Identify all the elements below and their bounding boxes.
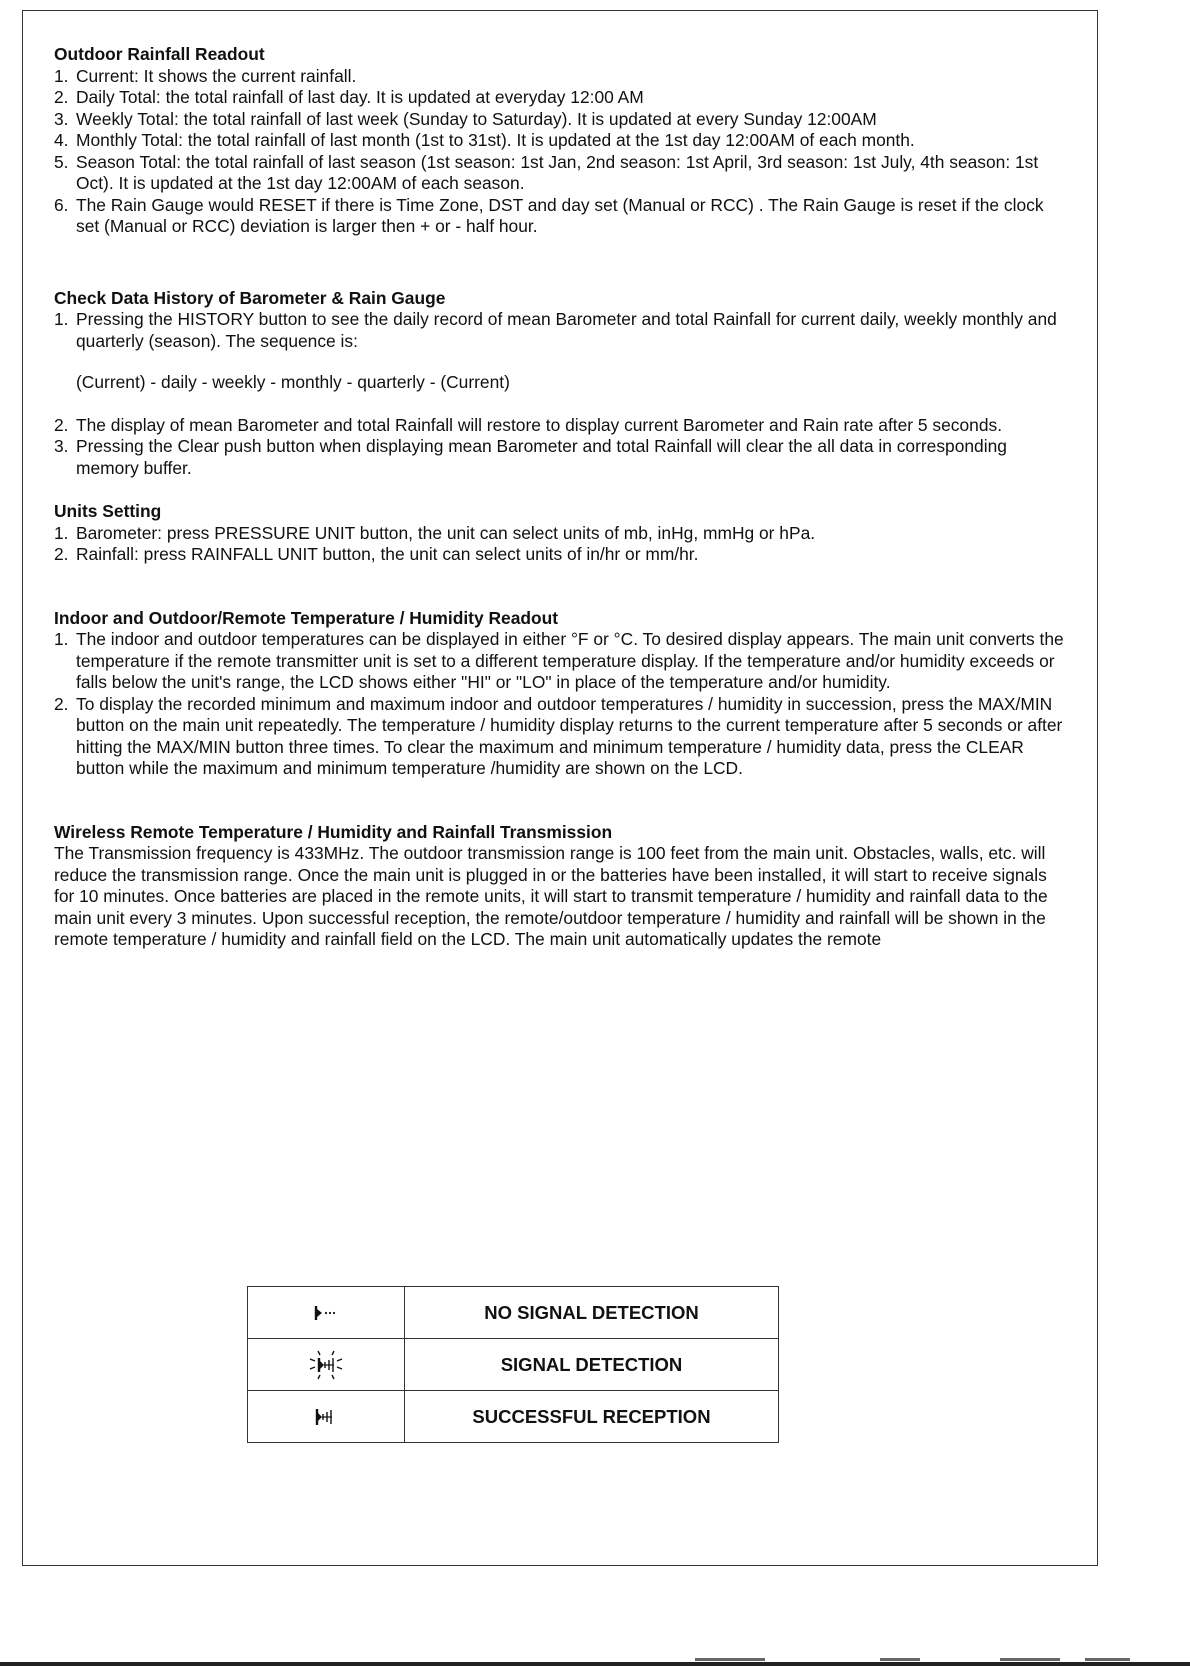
item-text: Pressing the HISTORY button to see the daily record of mean Barometer and total Rainfall for current daily, weekly monthly and quarterly (season). The sequence is: [76, 309, 1057, 351]
list-item [54, 109, 1064, 131]
manual-page-content [54, 44, 1064, 951]
history-list-continued [54, 415, 1064, 480]
signal-detection-icon [248, 1339, 405, 1391]
item-text: Daily Total: the total rainfall of last day. It is updated at everyday 12:00 AM [76, 87, 644, 107]
list-item [54, 523, 1064, 545]
history-section [54, 288, 1064, 480]
list-item [54, 66, 1064, 88]
scan-artifact [1085, 1658, 1130, 1661]
item-number: 1. [54, 522, 69, 543]
item-number: 1. [54, 309, 69, 329]
list-item [54, 544, 1064, 566]
list-item [54, 629, 1064, 694]
temperature-list [54, 629, 1064, 780]
signal-label: NO SIGNAL DETECTION [405, 1287, 779, 1339]
units-heading: Units Setting [54, 501, 162, 521]
item-number: 2. [54, 693, 69, 714]
item-text: To display the recorded minimum and maximum indoor and outdoor temperatures / humidity in succession, press the MAX/MIN button on the main unit repeatedly. The temperature / humidity display returns to the current temperature after 5 seconds or after hitting the MAX/MIN button three times. To clear the maximum and minimum temperature / humidity data, press the CLEAR button while the maximum and minimum temperature /humidity are shown on the LCD. [76, 693, 1063, 778]
item-number: 3. [54, 108, 69, 129]
list-item [54, 694, 1064, 780]
item-number: 1. [54, 65, 69, 86]
signal-label: SIGNAL DETECTION [405, 1339, 779, 1391]
item-text: Barometer: press PRESSURE UNIT button, the unit can select units of mb, inHg, mmHg or hPa. [76, 522, 816, 543]
item-number: 5. [54, 151, 69, 172]
successful-reception-icon [248, 1391, 405, 1443]
rainfall-heading: Outdoor Rainfall Readout [54, 44, 265, 64]
temperature-heading: Indoor and Outdoor/Remote Temperature / Humidity Readout [54, 607, 559, 628]
item-text: Season Total: the total rainfall of last season (1st season: 1st Jan, 2nd season: 1st April, 3rd season: 1st July, 4th season: 1st Oct). It is updated at the 1st day 12:00AM of each season. [76, 151, 1039, 193]
item-number: 2. [54, 544, 69, 564]
item-text: The Rain Gauge would RESET if there is Time Zone, DST and day set (Manual or RCC) . The Rain Gauge is reset if the clock set (Manual or RCC) deviation is larger then + or - half hour. [76, 194, 1044, 236]
history-list [54, 309, 1064, 352]
item-text: The display of mean Barometer and total Rainfall will restore to display current Barometer and Rain rate after 5 seconds. [76, 414, 1003, 435]
rainfall-section [54, 44, 1064, 238]
signal-status-table [247, 1286, 779, 1443]
scan-artifact [880, 1658, 920, 1661]
units-section [54, 501, 1064, 566]
item-text: Current: It shows the current rainfall. [76, 65, 357, 86]
item-number: 3. [54, 436, 69, 456]
list-item [54, 130, 1064, 152]
item-number: 2. [54, 414, 69, 435]
signal-label: SUCCESSFUL RECEPTION [405, 1391, 779, 1443]
list-item [54, 436, 1064, 479]
wireless-section [54, 822, 1064, 951]
table-row [248, 1287, 779, 1339]
item-number: 4. [54, 130, 69, 150]
item-text: Rainfall: press RAINFALL UNIT button, the unit can select units of in/hr or mm/hr. [76, 544, 699, 564]
wireless-heading: Wireless Remote Temperature / Humidity and Rainfall Transmission [54, 821, 613, 842]
item-text: Pressing the Clear push button when displaying mean Barometer and total Rainfall will clear the all data in corresponding memory buffer. [76, 436, 1007, 478]
table-row [248, 1339, 779, 1391]
scan-artifact [1000, 1658, 1060, 1661]
scan-artifact [695, 1658, 765, 1661]
units-list [54, 523, 1064, 566]
list-item [54, 309, 1064, 352]
item-text: Weekly Total: the total rainfall of last week (Sunday to Saturday). It is updated at every Sunday 12:00AM [76, 108, 877, 129]
history-heading: Check Data History of Barometer & Rain Gauge [54, 287, 446, 308]
table-row [248, 1391, 779, 1443]
rainfall-list [54, 66, 1064, 238]
history-sequence: (Current) - daily - weekly - monthly - quarterly - (Current) [76, 372, 510, 392]
item-text: The indoor and outdoor temperatures can be displayed in either °F or °C. To desired display appears. The main unit converts the temperature if the remote transmitter unit is set to a different temperature display. If the temperature and/or humidity exceeds or falls below the unit's range, the LCD shows either "HI" or "LO" in place of the temperature and/or humidity. [76, 629, 1064, 692]
list-item [54, 152, 1064, 195]
item-number: 2. [54, 87, 69, 107]
list-item [54, 415, 1064, 437]
bottom-scan-edge [0, 1662, 1190, 1666]
no-signal-icon [248, 1287, 405, 1339]
item-number: 6. [54, 194, 69, 215]
list-item [54, 195, 1064, 238]
wireless-paragraph: The Transmission frequency is 433MHz. The outdoor transmission range is 100 feet from the main unit. Obstacles, walls, etc. will reduce the transmission range. Once the main unit is plugged in or the batteries have been installed, it will start to receive signals for 10 minutes. Once batteries are placed in the remote units, it will start to transmit temperature / humidity and rainfall data to the main unit every 3 minutes. Upon successful reception, the remote/outdoor temperature / humidity and rainfall will be shown in the remote temperature / humidity and rainfall field on the LCD. The main unit automatically updates the remote [54, 843, 1048, 949]
temperature-section [54, 608, 1064, 780]
list-item [54, 87, 1064, 109]
item-text: Monthly Total: the total rainfall of last month (1st to 31st). It is updated at the 1st day 12:00AM of each month. [76, 130, 915, 150]
item-number: 1. [54, 629, 69, 649]
